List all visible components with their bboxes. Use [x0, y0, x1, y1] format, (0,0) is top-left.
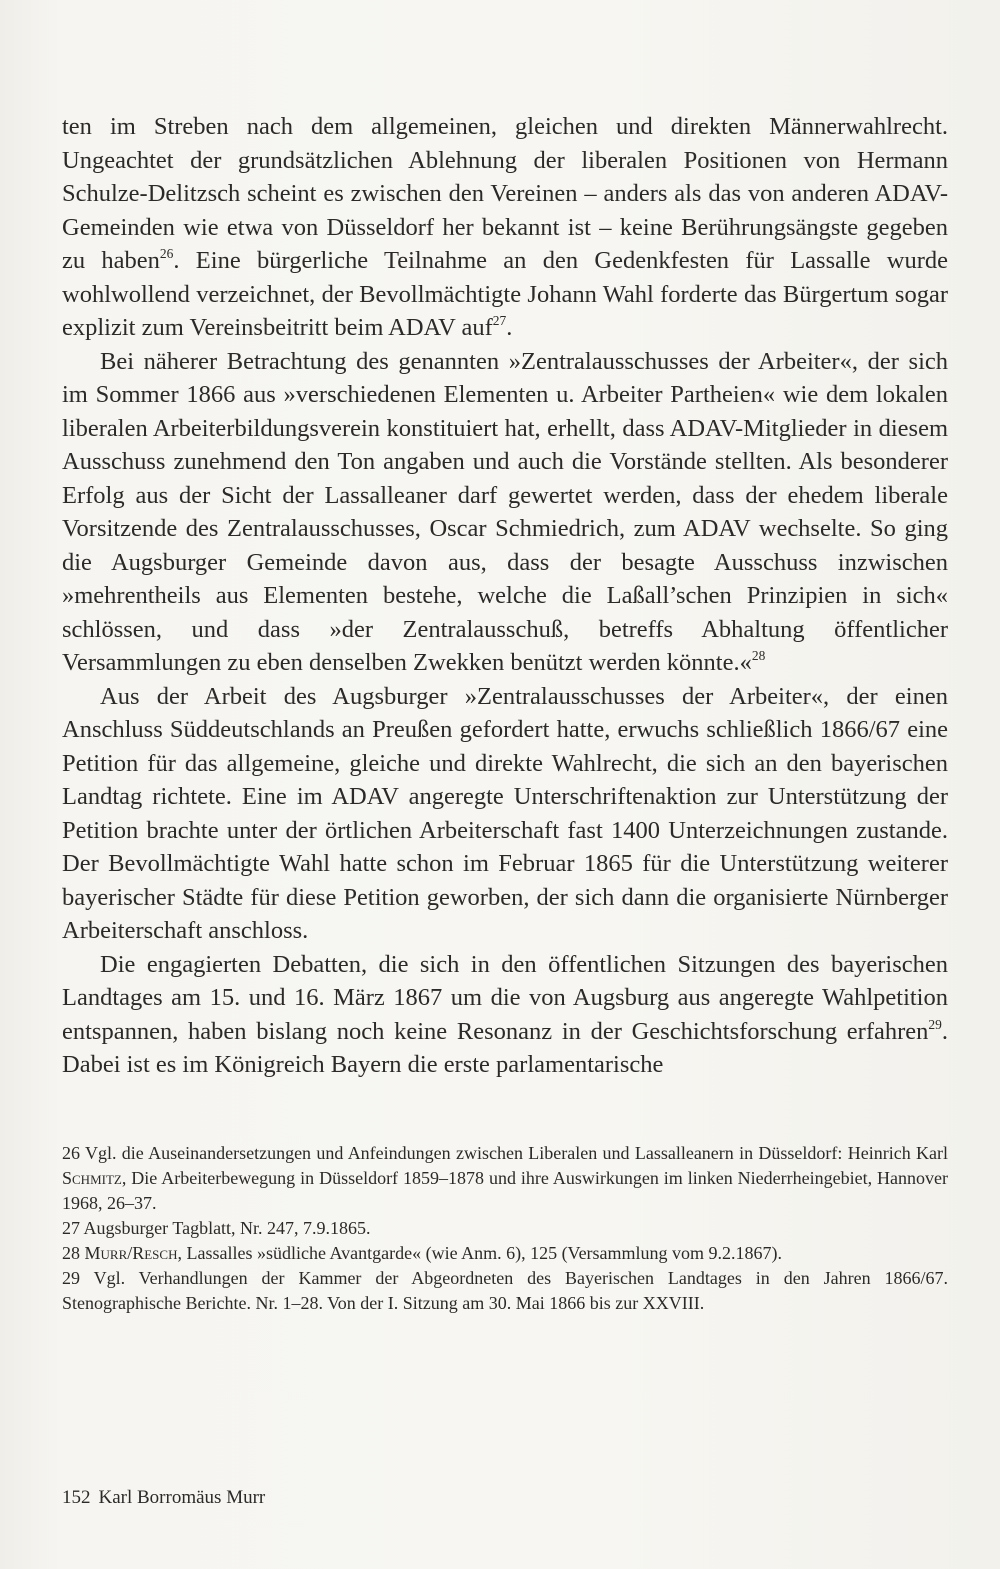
footnote-ref-29[interactable]: 29 [928, 1016, 942, 1032]
page-number: 152 [62, 1487, 91, 1508]
footnote-28-number: 28 [62, 1243, 85, 1263]
footnote-28-text: , Lassalles »südliche Avantgarde« (wie Anm. 6), 125 (Versammlung vom 9.2.1867). [177, 1243, 783, 1263]
footnote-26-text-cont: , Die Arbeiterbewegung in Düsseldorf 1859–1878 und ihre Auswirkungen im linken Niederrheingebiet, Hannover 1968, 26–37. [62, 1168, 948, 1213]
paragraph-3-text: Aus der Arbeit des Augsburger »Zentralausschusses der Arbeiter«, der einen Anschluss Süddeutschlands an Preußen gefordert hatte, erwuchs schließlich 1866/67 eine Petition für das allgemeine, gleiche und direkte Wahlrecht, die sich an den bayerischen Landtag richtete. Eine im ADAV angeregte Unterschriftenaktion zur Unterstützung der Petition brachte unter der örtlichen Arbeiterschaft fast 1400 Unterzeichnungen zustande. Der Bevollmächtigte Wahl hatte schon im Februar 1865 für die Unterstützung weiterer bayerischer Städte für diese Petition geworben, der sich dann die organisierte Nürnberger Arbeiterschaft anschloss. [62, 682, 948, 944]
main-text [62, 110, 948, 1082]
footnote-ref-26[interactable]: 26 [159, 245, 174, 261]
footnote-ref-27[interactable]: 27 [492, 312, 507, 328]
footnote-27: 27 Augsburger Tagblatt, Nr. 247, 7.9.1865. [62, 1218, 371, 1238]
footnote-ref-28[interactable]: 28 [751, 647, 766, 663]
paragraph-3 [62, 680, 948, 948]
paragraph-2-text: Bei näherer Betrachtung des genannten »Zentralausschusses der Arbeiter«, der sich im Sommer 1866 aus »verschiedenen Elementen u. Arbeiter Partheien« wie dem lokalen liberalen Arbeiterbildungsverein konstituiert hat, erhellt, dass ADAV-Mitglieder in diesem Ausschuss zunehmend den Ton angaben und auch die Vorstände stellten. Als besonderer Erfolg aus der Sicht der Lassalleaner darf gewertet werden, dass der ehedem liberale Vorsitzende des Zentralausschusses, Oscar Schmiedrich, zum ADAV wechselte. So ging die Augsburger Gemeinde davon aus, dass der besagte Ausschuss inzwischen »mehrentheils aus Elementen bestehe, welche die Laßall’schen Prinzipien in sich« schlössen, und dass »der Zentralausschuß, betreffs Abhaltung öffentlicher Versammlungen zu eben denselben Zwekken benützt werden könnte.« [62, 347, 948, 676]
paragraph-2 [62, 345, 948, 680]
paragraph-1 [62, 110, 948, 345]
footnotes [62, 1141, 948, 1316]
page-footer [62, 1486, 265, 1510]
paragraph-4-text-cont: . Dabei ist es im Königreich Bayern die erste parlamentarische [62, 1017, 948, 1078]
footnote-28 [62, 1241, 948, 1266]
footnote-26-text: 26 Vgl. die Auseinandersetzungen und Anfeindungen zwischen Liberalen und Lassalleanern in Düsseldorf: Heinrich Karl [62, 1143, 948, 1163]
paragraph-4-text: Die engagierten Debatten, die sich in den öffentlichen Sitzungen des bayerischen Landtages am 15. und 16. März 1867 um die von Augsburg aus angeregte Wahlpetition entspannen, haben bislang noch keine Resonanz in der Geschichtsforschung erfahren [62, 950, 948, 1045]
footnote-28-author: Murr/Resch [84, 1243, 178, 1263]
footnote-29: 29 Vgl. Verhandlungen der Kammer der Abgeordneten des Bayerischen Landtages in den Jahren 1866/67. Stenographische Berichte. Nr. 1–28. Von der I. Sitzung am 30. Mai 1866 bis zur XXVIII. [62, 1268, 948, 1313]
running-author: Karl Borromäus Murr [98, 1487, 266, 1508]
paragraph-1-text: ten im Streben nach dem allgemeinen, gleichen und direkten Männerwahlrecht. Ungeachtet der grundsätzlichen Ablehnung der liberalen Positionen von Hermann Schulze-Delitzsch scheint es zwischen den Vereinen – anders als das von anderen ADAV-Gemeinden wie etwa von Düsseldorf her bekannt ist – keine Berührungsängste gegeben zu haben [62, 113, 948, 274]
paragraph-1-text-cont: . Eine bürgerliche Teilnahme an den Gedenkfesten für Lassalle wurde wohlwollend verzeichnet, der Bevollmächtigte Johann Wahl forderte das Bürgertum sogar explizit zum Vereinsbeitritt beim ADAV auf [62, 247, 948, 341]
footnote-26-author: Schmitz [62, 1168, 122, 1188]
footnote-26 [62, 1141, 948, 1216]
paragraph-1-end: . [506, 314, 513, 341]
paragraph-4 [62, 948, 948, 1082]
